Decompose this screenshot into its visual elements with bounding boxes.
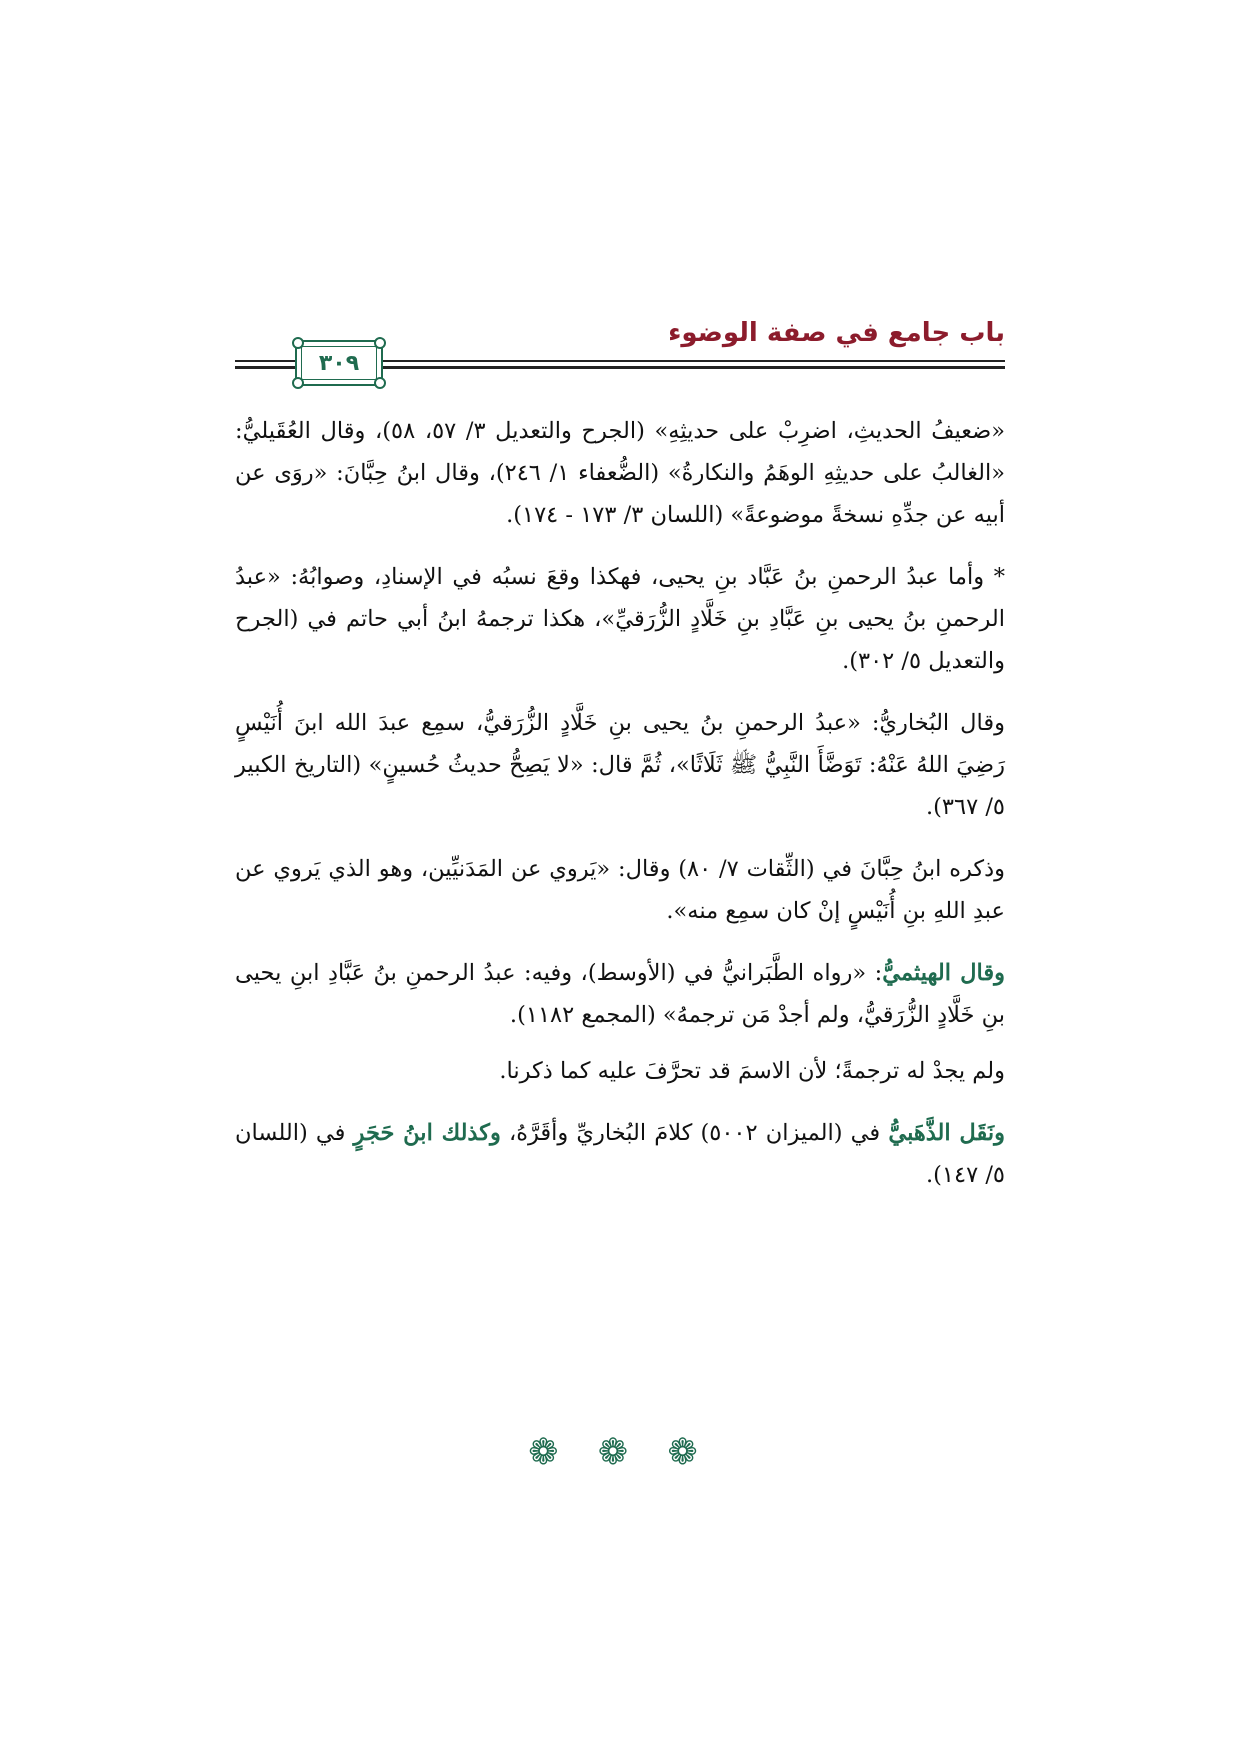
- paragraph-5: [235, 952, 1005, 1036]
- paragraph-4: وذكره ابنُ حِبَّانَ في (الثِّقات ٧/ ٨٠) وقال: «يَروي عن المَدَنيِّين، وهو الذي يَروي عن عبدِ اللهِ بنِ أُنَيْسٍ إنْ كان سمِع منه».: [235, 856, 1006, 924]
- section-end-ornaments: ❁ ❁ ❁: [528, 1432, 712, 1473]
- running-title: باب جامع في صفة الوضوء: [668, 318, 1005, 348]
- badge-corner-ornament: [292, 337, 304, 349]
- paragraph-6: ولم يجدْ له ترجمةً؛ لأن الاسمَ قد تحرَّفَ عليه كما ذكرنا.: [499, 1058, 1005, 1084]
- paragraph-3: وقال البُخاريُّ: «عبدُ الرحمنِ بنُ يحيى بنِ خَلَّادٍ الزُّرَقيُّ، سمِع عبدَ الله ابنَ أُنَيْسٍ رَضِيَ اللهُ عَنْهُ: تَوَضَّأَ النَّبِيُّ ﷺ ثَلَاثًا»، ثُمَّ قال: «لا يَصِحُّ حديثُ حُسينٍ» (التاريخ الكبير ٥/ ٣٦٧).: [235, 710, 1005, 820]
- highlight-dhahabi: ونَقَل الذَّهَبيُّ: [888, 1120, 1005, 1146]
- paragraph-7: [235, 1112, 1005, 1196]
- badge-corner-ornament: [374, 377, 386, 389]
- body-text: [235, 410, 1005, 1216]
- badge-corner-ornament: [292, 377, 304, 389]
- page-header: [235, 310, 1005, 386]
- paragraph-5-text: : «رواه الطَّبَرانيُّ في (الأوسط)، وفيه: عبدُ الرحمنِ بنُ عَبَّادِ ابنِ يحيى بنِ خَلَّادٍ الزُّرَقيُّ، ولم أجدْ مَن ترجمهُ» (المجمع ١١٨٢).: [235, 960, 1005, 1028]
- highlight-haythami: وقال الهيثميُّ: [882, 960, 1006, 986]
- highlight-ibn-hajar: وكذلك ابنُ حَجَرٍ: [353, 1120, 501, 1146]
- badge-corner-ornament: [374, 337, 386, 349]
- paragraph-1: «ضعيفُ الحديثِ، اضرِبْ على حديثِهِ» (الجرح والتعديل ٣/ ٥٧، ٥٨)، وقال العُقَيليُّ: «الغالبُ على حديثِهِ الوهَمُ والنكارةُ» (الضُّعفاء ١/ ٢٤٦)، وقال ابنُ حِبَّانَ: «روَى عن أبيه عن جدِّهِ نسخةً موضوعةً» (اللسان ٣/ ١٧٣ - ١٧٤).: [235, 418, 1006, 528]
- paragraph-7-mid: في (الميزان ٥٠٠٢) كلامَ البُخاريِّ وأقَرَّهُ،: [500, 1120, 889, 1146]
- page-number: ٣٠٩: [318, 350, 360, 376]
- paragraph-2: * وأما عبدُ الرحمنِ بنُ عَبَّاد بنِ يحيى، فهكذا وقعَ نسبُه في الإسنادِ، وصوابُهُ: «عبدُ الرحمنِ بنُ يحيى بنِ عَبَّادِ بنِ خَلَّادٍ الزُّرَقيِّ»، هكذا ترجمهُ ابنُ أبي حاتم في (الجرح والتعديل ٥/ ٣٠٢).: [235, 564, 1005, 674]
- page-number-badge: [295, 340, 383, 386]
- paragraph-7-text: في (اللسان ٥/ ١٤٧).: [235, 1120, 1005, 1188]
